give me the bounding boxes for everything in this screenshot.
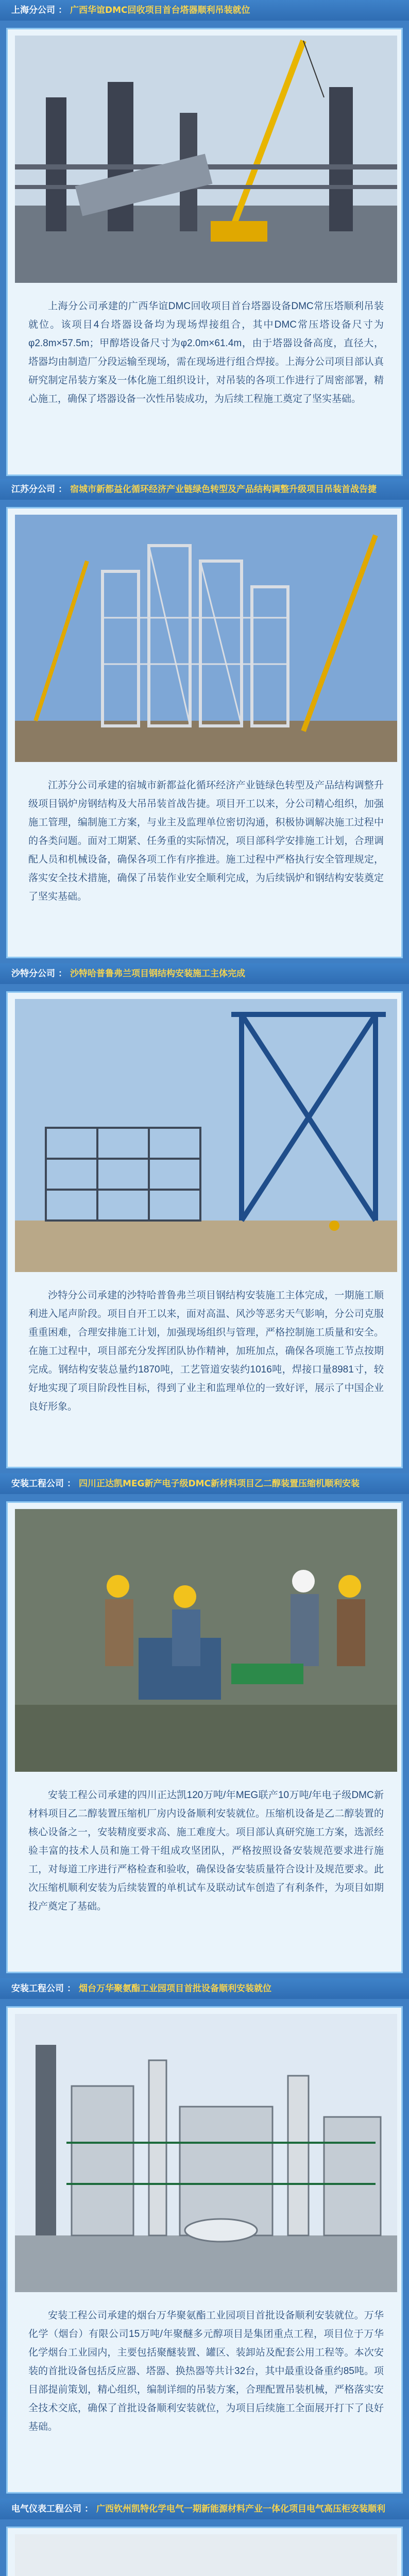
section-frame bbox=[6, 2006, 403, 2494]
section-label: 电气仪表工程公司 bbox=[11, 2504, 81, 2514]
news-paragraph: 上海分公司承建的广西华谊DMC回收项目首台塔器设备DMC常压塔顺利吊装就位。该项目4台塔器设备均为现场焊接组合，其中DMC常压塔设备尺寸为φ2.8m×57.5m；甲醇塔设备尺寸为φ2.0m×61.4m，由于塔器设备高度，直径大，塔器均由制造厂分段运输至现场，需在现场进行组合焊接。上海分公司项目部认真研究制定吊装方案及一体化施工组织设计，对吊装的各项工作进行了周密部署，精心施工，确保了塔器设备一次性吊装成功，为后续工程施工奠定了坚实基础。 bbox=[28, 301, 384, 404]
news-photo bbox=[15, 2014, 397, 2292]
section-headline[interactable]: 沙特分公司 ： 沙特哈普鲁弗兰项目钢结构安装施工主体完成 bbox=[11, 969, 245, 979]
news-photo bbox=[15, 515, 397, 762]
tank-icon bbox=[15, 2014, 397, 2292]
section-label: 上海分公司 bbox=[11, 5, 55, 15]
news-photo bbox=[15, 999, 397, 1272]
section-title: 广西华谊DMC回收项目首台塔器顺利吊装就位 bbox=[70, 5, 250, 15]
section-header-band bbox=[0, 1473, 409, 1494]
section-headline[interactable]: 上海分公司 ： 广西华谊DMC回收项目首台塔器顺利吊装就位 bbox=[11, 5, 250, 15]
news-section-5 bbox=[0, 1978, 409, 2499]
section-frame bbox=[6, 507, 403, 958]
section-headline[interactable]: 安装工程公司 ： 烟台万华聚氨酯工业园项目首批设备顺利安装就位 bbox=[11, 1984, 271, 1994]
worker-icon bbox=[15, 1509, 397, 1772]
section-label: 安装工程公司 bbox=[11, 1984, 64, 1994]
news-photo bbox=[15, 1509, 397, 1772]
news-photo bbox=[15, 2534, 397, 2576]
news-section-6 bbox=[0, 2499, 409, 2576]
section-headline[interactable]: 电气仪表工程公司 ： 广西钦州凯特化学电气一期新能源材料产业一体化项目电气高压柜安装顺利 bbox=[11, 2504, 385, 2514]
section-title: 四川正达凯MEG新产电子级DMC新材料项目乙二醇装置压缩机顺利安装 bbox=[79, 1479, 360, 1489]
news-paragraph: 江苏分公司承建的宿城市新都益化循环经济产业链绿色转型及产品结构调整升级项目锅炉房钢结构及大吊吊装首战告捷。项目开工以来，分公司精心组织，加强施工管理，编制施工方案，与业主及监理单位密切沟通，积极协调解决施工过程中的各类问题。面对工期紧、任务重的实际情况，项目部科学安排施工计划，合理调配人员和机械设备，确保各项工作有序推进。施工过程中严格执行安全管理规定，落实安全技术措施，确保了吊装作业安全顺利完成，为后续锅炉和钢结构安装奠定了坚实基础。 bbox=[28, 780, 384, 902]
section-header-band bbox=[0, 2499, 409, 2519]
steel-frame-icon bbox=[15, 999, 397, 1272]
section-header-band bbox=[0, 963, 409, 984]
section-headline[interactable]: 安装工程公司 ： 四川正达凯MEG新产电子级DMC新材料项目乙二醇装置压缩机顺利安装 bbox=[11, 1479, 360, 1489]
section-title: 宿城市新都益化循环经济产业链绿色转型及产品结构调整升级项目吊装首战告捷 bbox=[70, 484, 377, 495]
section-frame bbox=[6, 1501, 403, 1973]
section-frame bbox=[6, 28, 403, 476]
steel-frame-icon bbox=[15, 515, 397, 762]
section-label: 沙特分公司 bbox=[11, 969, 55, 979]
section-title: 广西钦州凯特化学电气一期新能源材料产业一体化项目电气高压柜安装顺利 bbox=[96, 2504, 385, 2514]
section-label: 安装工程公司 bbox=[11, 1479, 64, 1489]
section-label: 江苏分公司 bbox=[11, 484, 55, 495]
news-section-3 bbox=[0, 963, 409, 1473]
news-section-4 bbox=[0, 1473, 409, 1978]
news-section-2 bbox=[0, 479, 409, 963]
news-paragraph: 安装工程公司承建的烟台万华聚氨酯工业园项目首批设备顺利安装就位。万华化学（烟台）有限公司15万吨/年聚醚多元醇项目是集团重点工程，项目位于万华化学烟台工业园内，主要包括聚醚装置、罐区、装卸站及配套公用工程等。本次安装的首批设备包括反应器、塔器、换热器等共计32台，其中最重设备重约85吨。项目部提前策划，精心组织，编制详细的吊装方案，合理配置吊装机械，严格落实安全技术交底，确保了首批设备顺利安装就位，为项目后续施工全面展开打下了良好基础。 bbox=[28, 2310, 384, 2432]
news-paragraph: 沙特分公司承建的沙特哈普鲁弗兰项目钢结构安装施工主体完成，一期施工顺利进入尾声阶段。项目自开工以来，面对高温、风沙等恶劣天气影响，分公司克服重重困难，合理安排施工计划，加强现场组织与管理，严格控制施工质量和安全。在施工过程中，项目部充分发挥团队协作精神，加班加点，确保各项施工节点按期完成。钢结构安装总量约1870吨，工艺管道安装约1016吨，焊接口量8981寸，较好地实现了项目阶段性目标，得到了业主和监理单位的一致好评，展示了中国企业良好形象。 bbox=[28, 1290, 384, 1412]
news-paragraph: 安装工程公司承建的四川正达凯120万吨/年MEG联产10万吨/年电子级DMC新材料项目乙二醇装置压缩机厂房内设备顺利安装就位。压缩机设备是乙二醇装置的核心设备之一，安装精度要求高、施工难度大。项目部认真研究施工方案，选派经验丰富的技术人员和施工骨干组成攻坚团队，严格按照设备安装规范要求进行施工，对每道工序进行严格检查和验收，确保设备安装质量符合设计及规范要求。此次压缩机顺利安装为后续装置的单机试车及联动试车创造了有利条件，为项目如期投产奠定了基础。 bbox=[28, 1790, 384, 1912]
section-frame bbox=[6, 991, 403, 1468]
section-frame bbox=[6, 2527, 403, 2576]
news-photo bbox=[15, 36, 397, 283]
section-header-band bbox=[0, 1978, 409, 1999]
switchgear-icon bbox=[15, 2534, 397, 2576]
crane-icon bbox=[15, 36, 397, 283]
section-title: 沙特哈普鲁弗兰项目钢结构安装施工主体完成 bbox=[70, 969, 245, 979]
news-section-1 bbox=[0, 0, 409, 479]
section-headline[interactable]: 江苏分公司 ： 宿城市新都益化循环经济产业链绿色转型及产品结构调整升级项目吊装首战告捷 bbox=[11, 484, 377, 495]
section-header-band bbox=[0, 479, 409, 500]
section-title: 烟台万华聚氨酯工业园项目首批设备顺利安装就位 bbox=[79, 1984, 271, 1994]
section-header-band bbox=[0, 0, 409, 21]
